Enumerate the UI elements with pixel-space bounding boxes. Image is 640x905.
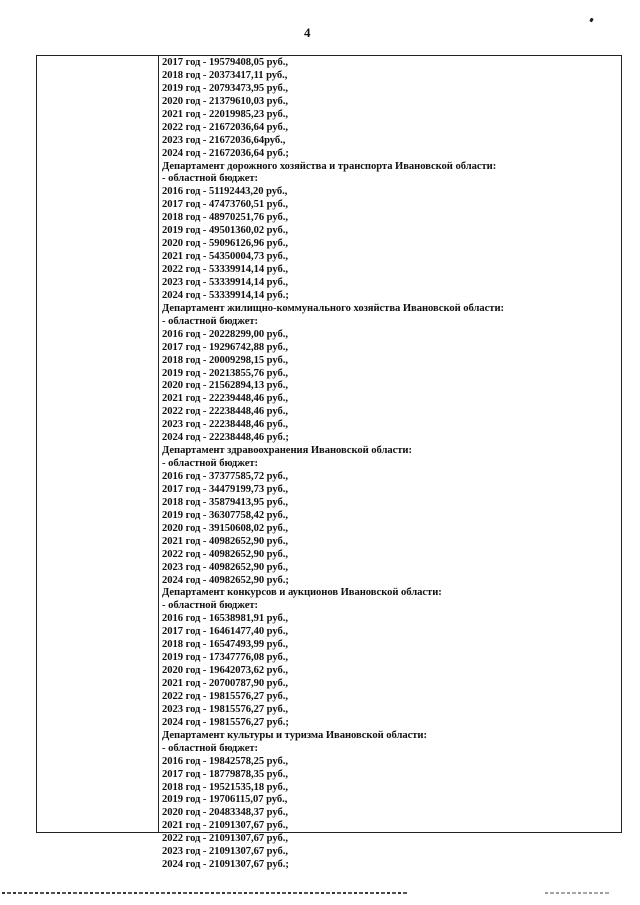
text-line: 2017 год - 19296742,88 руб., [162,341,288,353]
text-line: 2020 год - 19642073,62 руб., [162,665,288,677]
text-line: - областной бюджет: [162,315,258,327]
text-line: 2021 год - 21091307,67 руб., [162,820,288,832]
text-line: - областной бюджет: [162,458,258,470]
text-line: 2022 год - 40982652,90 руб., [162,548,288,560]
budget-text-cell [162,57,617,872]
text-line: 2022 год - 53339914,14 руб., [162,264,288,275]
text-line: 2022 год - 21091307,67 руб., [162,833,288,845]
text-line: - областной бюджет: [162,742,258,754]
text-line: 2023 год - 21091307,67 руб., [162,846,288,858]
text-line: Департамент конкурсов и аукционов Ивановской области: [162,587,442,599]
text-line: Департамент культуры и туризма Ивановской области: [162,729,427,741]
text-line: 2024 год - 22238448,46 руб.; [162,432,289,444]
text-line: 2017 год - 18779878,35 руб., [162,768,288,780]
text-line: 2023 год - 22238448,46 руб., [162,419,288,431]
scan-speck [589,18,594,23]
text-line: 2021 год - 22239448,46 руб., [162,393,288,405]
text-line: 2019 год - 19706115,07 руб., [162,794,288,806]
text-line: 2019 год - 17347776,08 руб., [162,652,288,664]
column-divider [158,56,159,832]
text-line: 2020 год - 39150608,02 руб., [162,522,288,534]
text-line: 2019 год - 49501360,02 руб., [162,225,288,237]
text-line: 2017 год - 34479199,73 руб., [162,483,288,495]
text-line: 2023 год - 40982652,90 руб., [162,561,288,573]
text-line: 2019 год - 36307758,42 руб., [162,509,288,521]
text-line: Департамент дорожного хозяйства и транспорта Ивановской области: [162,160,497,172]
text-line: 2024 год - 53339914,14 руб.; [162,289,289,301]
text-line: 2024 год - 19815576,27 руб.; [162,716,289,728]
text-line: 2024 год - 40982652,90 руб.; [162,574,289,586]
text-line: 2017 год - 16461477,40 руб., [162,626,288,638]
text-line: 2024 год - 21091307,67 руб.; [162,859,289,871]
text-line: 2018 год - 35879413,95 руб., [162,496,288,508]
text-line: 2018 год - 20009298,15 руб., [162,354,288,366]
text-line: 2020 год - 21379610,03 руб., [162,95,288,107]
text-line: 2021 год - 20700787,90 руб., [162,678,288,689]
scan-artifact-left [2,892,407,894]
text-line: 2016 год - 19842578,25 руб., [162,755,288,767]
text-line: - областной бюджет: [162,173,258,185]
text-line: - областной бюджет: [162,600,258,612]
text-line: 2021 год - 54350004,73 руб., [162,251,288,263]
text-line: 2024 год - 21672036,64 руб.; [162,147,289,159]
text-line: 2016 год - 20228299,00 руб., [162,328,288,340]
scan-artifact-right [545,892,610,894]
text-line: 2023 год - 19815576,27 руб., [162,703,288,715]
text-line: 2020 год - 21562894,13 руб., [162,380,288,392]
text-line: 2023 год - 53339914,14 руб., [162,276,288,288]
text-line: 2016 год - 51192443,20 руб., [162,186,288,198]
text-line: 2022 год - 19815576,27 руб., [162,690,288,702]
text-line: 2016 год - 16538981,91 руб., [162,613,288,625]
text-line: 2019 год - 20793473,95 руб., [162,82,288,94]
budget-table [36,55,622,871]
text-line: Департамент здравоохранения Ивановской области: [162,445,412,457]
text-line: 2020 год - 20483348,37 руб., [162,807,288,819]
text-line: Департамент жилищно-коммунального хозяйства Ивановской области: [162,302,504,314]
text-line: 2023 год - 21672036,64руб., [162,134,286,146]
text-line: 2016 год - 37377585,72 руб., [162,471,288,482]
text-line: 2017 год - 19579408,05 руб., [162,57,288,68]
text-line: 2018 год - 48970251,76 руб., [162,212,288,224]
text-line: 2022 год - 22238448,46 руб., [162,406,288,418]
text-line: 2018 год - 19521535,18 руб., [162,781,288,793]
text-line: 2018 год - 16547493,99 руб., [162,639,288,651]
text-line: 2017 год - 47473760,51 руб., [162,199,288,211]
text-line: 2021 год - 40982652,90 руб., [162,535,288,547]
text-line: 2020 год - 59096126,96 руб., [162,238,288,250]
text-line: 2019 год - 20213855,76 руб., [162,367,288,379]
text-line: 2021 год - 22019985,23 руб., [162,108,288,120]
page-number: 4 [304,25,311,40]
text-line: 2018 год - 20373417,11 руб., [162,69,288,81]
text-line: 2022 год - 21672036,64 руб., [162,121,288,133]
